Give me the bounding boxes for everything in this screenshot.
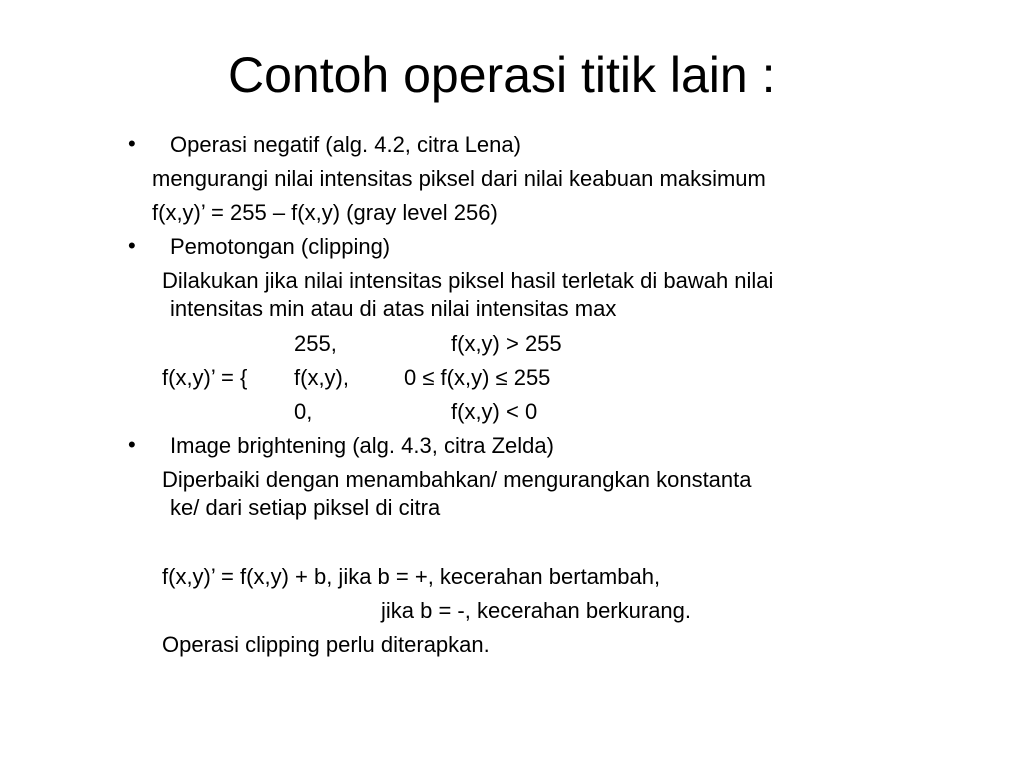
bullet-heading-clipping: Pemotongan (clipping): [170, 234, 391, 259]
clipping-description-line1: Dilakukan jika nilai intensitas piksel hasil terletak di bawah nilai: [162, 268, 774, 293]
slide-title: Contoh operasi titik lain :: [228, 47, 776, 103]
negatif-description: mengurangi nilai intensitas piksel dari nilai keabuan maksimum: [152, 166, 766, 191]
clipping-case2-value: f(x,y),: [294, 365, 349, 390]
bullet-marker-brightening: •: [128, 432, 136, 457]
brightening-formula-line2: jika b = -, kecerahan berkurang.: [381, 598, 692, 623]
brightening-description-line2: ke/ dari setiap piksel di citra: [170, 495, 441, 520]
brightening-note: Operasi clipping perlu diterapkan.: [162, 632, 490, 657]
clipping-case3-condition: f(x,y) < 0: [451, 399, 538, 424]
bullet-marker-negatif: •: [128, 131, 136, 156]
brightening-description-line1: Diperbaiki dengan menambahkan/ mengurangkan konstanta: [162, 467, 752, 492]
clipping-case2-condition: 0 ≤ f(x,y) ≤ 255: [404, 365, 551, 390]
clipping-case1-condition: f(x,y) > 255: [451, 331, 562, 356]
clipping-description-line2: intensitas min atau di atas nilai intensitas max: [170, 296, 617, 321]
clipping-case3-value: 0,: [294, 399, 313, 424]
clipping-formula-lhs: f(x,y)’ = {: [162, 365, 248, 390]
bullet-heading-negatif: Operasi negatif (alg. 4.2, citra Lena): [170, 132, 521, 157]
negatif-formula: f(x,y)’ = 255 – f(x,y) (gray level 256): [152, 200, 498, 225]
brightening-formula-line1: f(x,y)’ = f(x,y) + b, jika b = +, kecerahan bertambah,: [162, 564, 661, 589]
clipping-case1-value: 255,: [294, 331, 337, 356]
bullet-marker-clipping: •: [128, 233, 136, 258]
bullet-heading-brightening: Image brightening (alg. 4.3, citra Zelda): [170, 433, 554, 458]
